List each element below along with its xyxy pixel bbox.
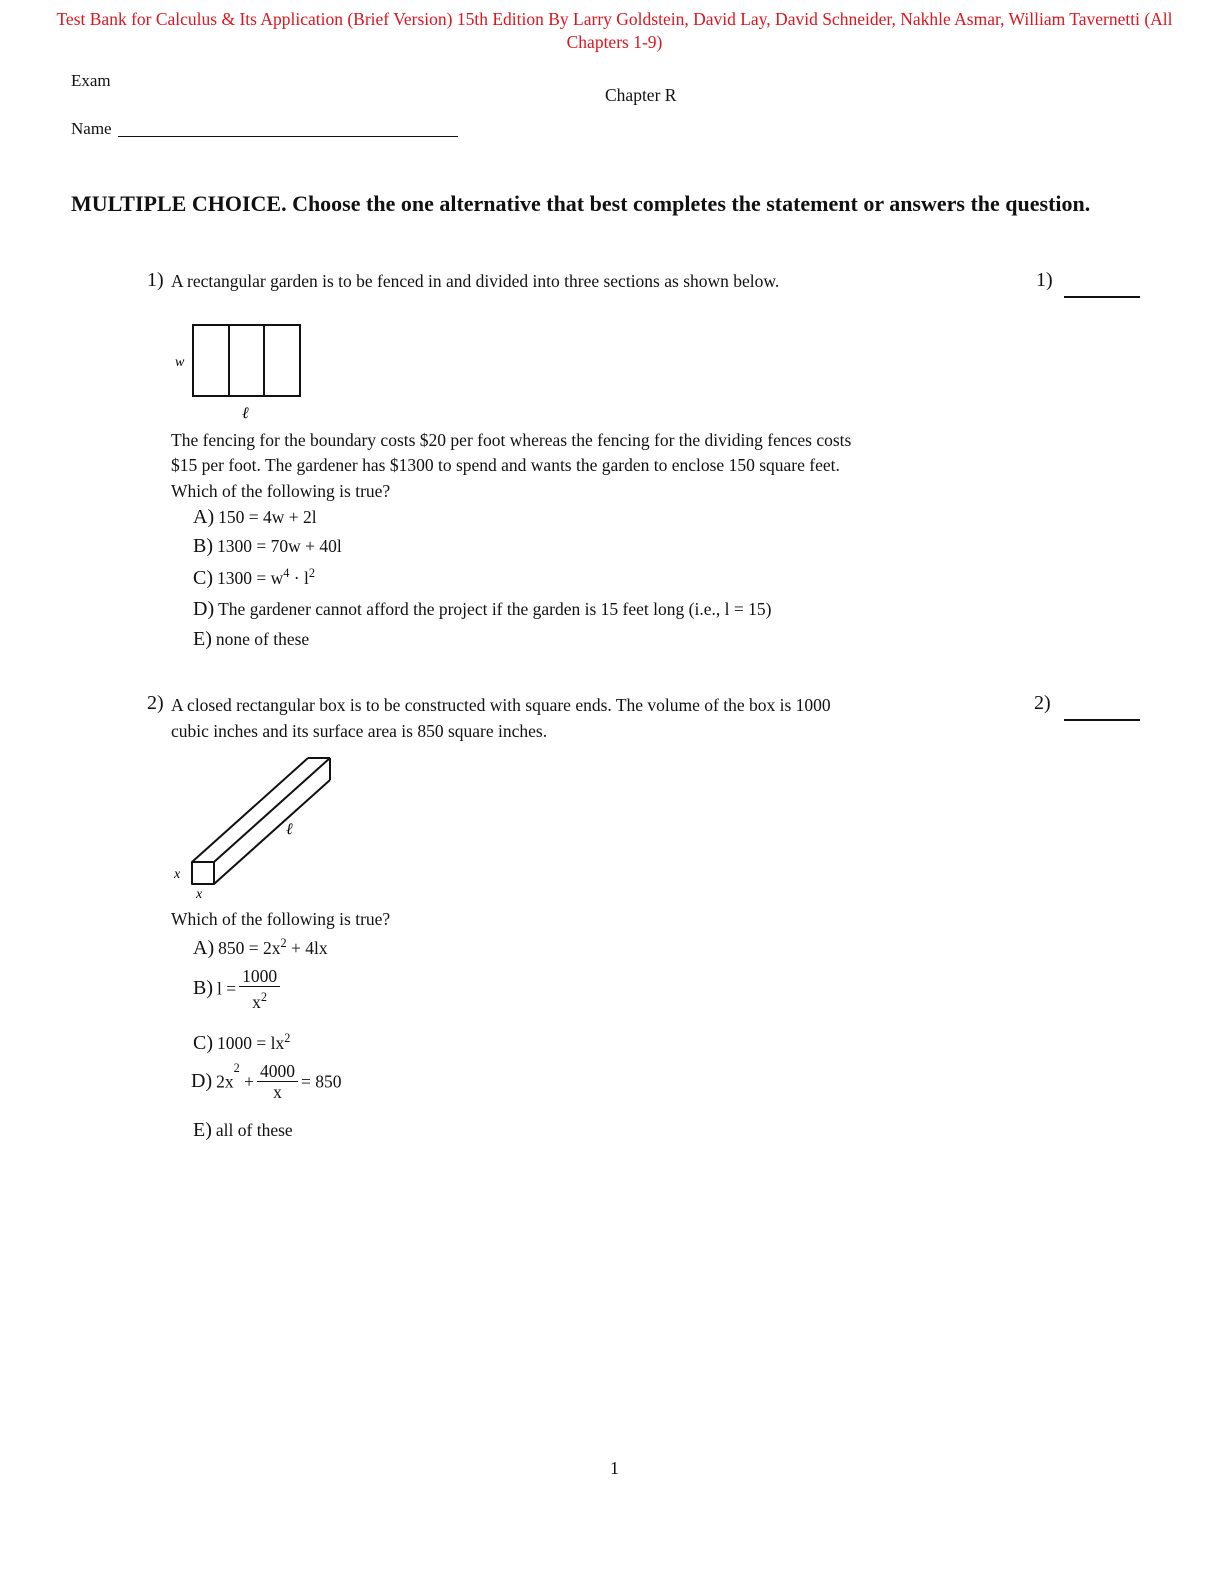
q1-option-c-exp1: 4 [283, 566, 290, 580]
q2-answer-number: 2) [1034, 692, 1051, 714]
q2-box-figure [168, 752, 338, 902]
q2-option-a-label: A) [193, 936, 215, 959]
q2-option-a[interactable] [193, 936, 328, 960]
q2-option-d-numerator: 4000 [257, 1061, 298, 1082]
q2-number: 2) [147, 692, 164, 714]
q2-answer-blank[interactable] [1064, 719, 1140, 721]
q2-fig-x-bottom-label: x [196, 887, 203, 902]
q1-option-e-label: E) [193, 628, 212, 650]
q1-option-b[interactable] [193, 535, 342, 558]
q1-fig-w-label: w [175, 355, 185, 370]
page-number: 1 [610, 1458, 619, 1478]
name-blank-line[interactable] [118, 136, 458, 137]
q1-prompt: A rectangular garden is to be fenced in and divided into three sections as shown below. [171, 271, 780, 291]
q1-option-a[interactable] [193, 506, 317, 529]
q1-option-e[interactable] [193, 628, 309, 651]
q1-option-d[interactable] [193, 598, 771, 621]
q2-option-d-rhs: = 850 [300, 1071, 342, 1092]
q2-option-c-text: 1000 = lx [217, 1032, 285, 1053]
q1-number: 1) [147, 269, 164, 291]
q2-prompt-line1: A closed rectangular box is to be constructed with square ends. The volume of the box is 1000 [171, 695, 831, 715]
q1-answer-blank[interactable] [1064, 296, 1140, 298]
box-top-edge-left [192, 758, 308, 862]
q1-option-e-text: none of these [215, 629, 310, 649]
q1-body-line1: The fencing for the boundary costs $20 per foot whereas the fencing for the dividing fences costs [171, 430, 852, 450]
q2-option-c-label: C) [193, 1031, 213, 1054]
q1-option-c-exp2: 2 [308, 566, 315, 580]
q2-option-b-label: B) [193, 977, 213, 1000]
box-front-face [192, 862, 214, 884]
box-bottom-edge [214, 780, 330, 884]
q2-option-b-den-exp: 2 [260, 990, 268, 1004]
q2-question: Which of the following is true? [171, 909, 391, 929]
q2-option-b-denominator [239, 987, 280, 1012]
garden-boundary [193, 325, 300, 396]
q1-answer-number: 1) [1036, 269, 1053, 291]
q2-option-d-lhs: 2x [216, 1071, 234, 1092]
q2-option-e-label: E) [193, 1119, 212, 1141]
q1-body-line3: Which of the following is true? [171, 481, 391, 501]
name-label: Name [71, 119, 112, 138]
q2-option-d-exp: 2 [233, 1061, 240, 1075]
q1-option-c-mid: · l [289, 567, 309, 588]
q2-option-e[interactable] [193, 1119, 293, 1142]
q2-option-b[interactable] [193, 966, 283, 1012]
q1-option-d-text: The gardener cannot afford the project if the garden is 15 feet long (i.e., l = 15) [218, 599, 772, 619]
q1-option-c[interactable] [193, 566, 315, 590]
q2-option-d-fraction [257, 1061, 298, 1102]
chapter-title: Chapter R [605, 85, 677, 105]
q2-option-d[interactable] [191, 1061, 341, 1102]
exam-label: Exam [71, 71, 111, 90]
q2-option-d-denominator: x [273, 1082, 282, 1103]
q2-option-a-exp: 2 [280, 936, 287, 950]
q2-option-d-plus: + [239, 1071, 254, 1092]
q1-option-a-text: 150 = 4w + 2l [218, 507, 317, 527]
q1-garden-figure [170, 318, 310, 423]
q2-option-b-numerator: 1000 [239, 966, 280, 987]
q1-option-b-text: 1300 = 70w + 40l [217, 536, 342, 556]
q2-option-d-label: D) [191, 1070, 213, 1093]
q2-option-b-lhs: l = [217, 978, 237, 999]
q1-option-c-text: 1300 = w [217, 567, 284, 588]
q1-fig-l-label: ℓ [242, 405, 249, 422]
q1-option-b-label: B) [193, 535, 213, 557]
instructions-heading: MULTIPLE CHOICE. Choose the one alternative that best completes the statement or answers the question. [71, 191, 1091, 216]
q2-option-a-text2: + 4lx [286, 937, 328, 958]
q2-fig-x-side-label: x [174, 867, 181, 882]
q1-option-a-label: A) [193, 506, 215, 528]
q2-fig-l-label: ℓ [286, 821, 293, 838]
q1-body-line2: $15 per foot. The gardener has $1300 to spend and wants the garden to enclose 150 square feet. [171, 455, 840, 475]
q1-option-d-label: D) [193, 598, 215, 620]
q1-option-c-label: C) [193, 566, 213, 589]
q2-option-b-den-base: x [252, 991, 261, 1012]
q2-prompt-line2: cubic inches and its surface area is 850 square inches. [171, 721, 548, 741]
q2-option-e-text: all of these [215, 1120, 293, 1140]
q2-option-a-text1: 850 = 2x [218, 937, 281, 958]
q2-option-b-fraction [239, 966, 280, 1012]
document-banner: Test Bank for Calculus & Its Application (Brief Version) 15th Edition By Larry Goldstein, David Lay, David Schneider, Nakhle Asmar, William Tavernetti (All Chapters 1-9) [56, 9, 1173, 52]
q2-option-c[interactable] [193, 1031, 290, 1055]
box-top-edge-right [214, 758, 330, 862]
q2-option-c-exp: 2 [284, 1031, 291, 1045]
